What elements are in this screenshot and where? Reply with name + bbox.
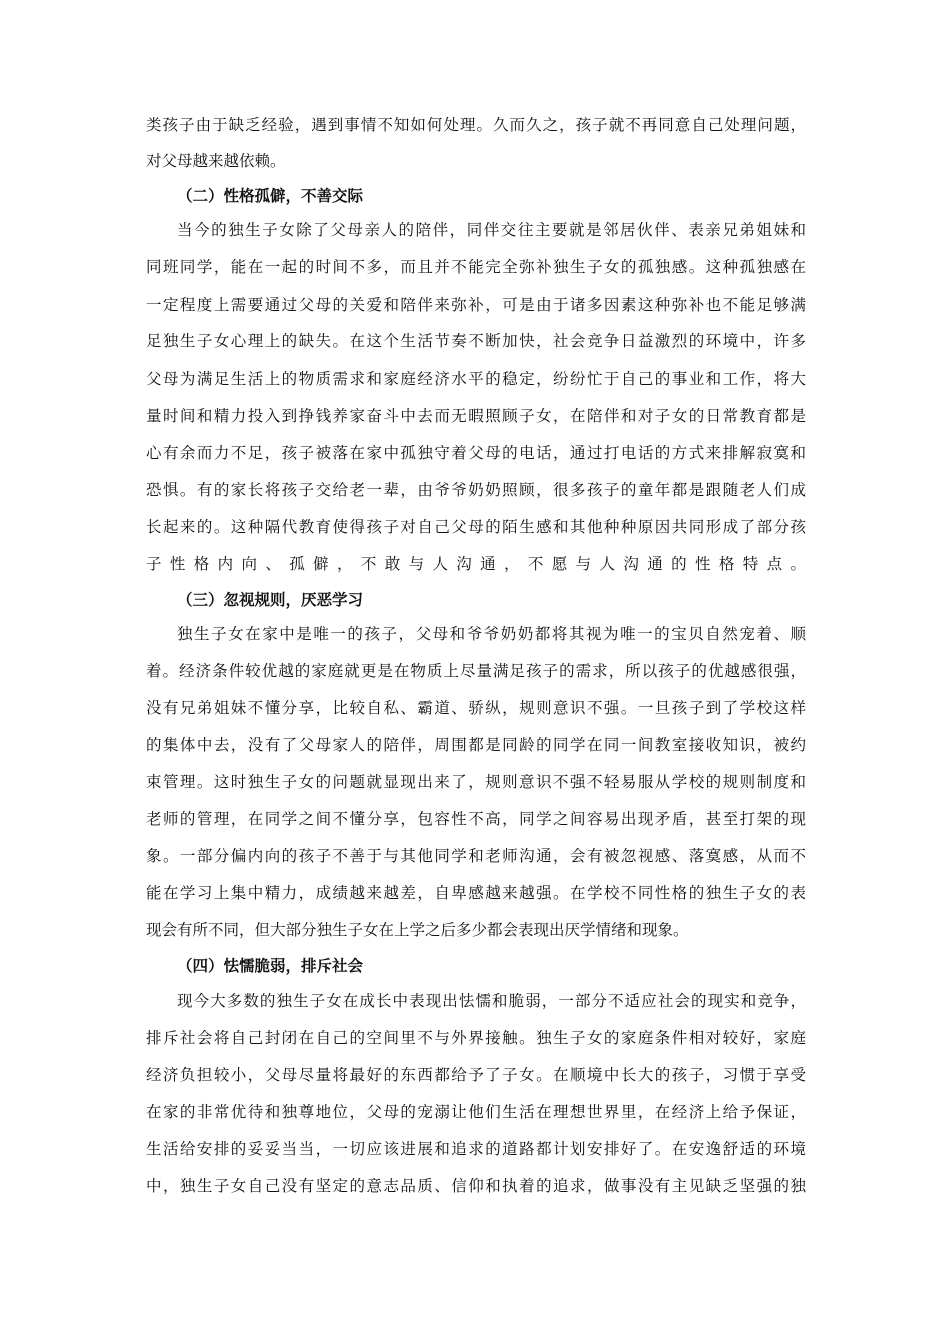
paragraph-line: 现会有所不同，但大部分独生子女在上学之后多少都会表现出厌学情绪和现象。 xyxy=(146,921,689,939)
paragraph-line: 象。一部分偏内向的孩子不善于与其他同学和老师沟通，会有被忽视感、落寞感，从而不 xyxy=(146,847,806,865)
paragraph-line: 足独生子女心理上的缺失。在这个生活节奏不断加快，社会竞争日益激烈的环境中，许多 xyxy=(146,332,806,350)
paragraph-line: 独生子女在家中是唯一的孩子，父母和爷爷奶奶都将其视为唯一的宝贝自然宠着、顺 xyxy=(177,625,806,643)
paragraph-line: 一定程度上需要通过父母的关爱和陪伴来弥补，可是由于诸多因素这种弥补也不能足够满 xyxy=(146,296,806,314)
paragraph-line: 现今大多数的独生子女在成长中表现出怯懦和脆弱，一部分不适应社会的现实和竞争， xyxy=(177,992,806,1010)
paragraph-line: 没有兄弟姐妹不懂分享，比较自私、霸道、骄纵，规则意识不强。一旦孩子到了学校这样 xyxy=(146,699,806,717)
paragraph-line: 排斥社会将自己封闭在自己的空间里不与外界接触。独生子女的家庭条件相对较好，家庭 xyxy=(146,1029,806,1047)
paragraph-line: 束管理。这时独生子女的问题就显现出来了，规则意识不强不轻易服从学校的规则制度和 xyxy=(146,773,806,791)
paragraph-line: 量时间和精力投入到挣钱养家奋斗中去而无暇照顾子女，在陪伴和对子女的日常教育都是 xyxy=(146,407,806,425)
paragraph-line: 子性格内向、孤僻，不敢与人沟通，不愿与人沟通的性格特点。 xyxy=(146,555,806,573)
section-heading-3: （三）忽视规则，厌恶学习 xyxy=(177,591,364,609)
paragraph-line: 着。经济条件较优越的家庭就更是在物质上尽量满足孩子的需求，所以孩子的优越感很强， xyxy=(146,662,806,680)
paragraph-line: 长起来的。这种隔代教育使得孩子对自己父母的陌生感和其他种种原因共同形成了部分孩 xyxy=(146,518,806,536)
paragraph-line: 恐惧。有的家长将孩子交给老一辈，由爷爷奶奶照顾，很多孩子的童年都是跟随老人们成 xyxy=(146,481,806,499)
paragraph-line: 当今的独生子女除了父母亲人的陪伴，同伴交往主要就是邻居伙伴、表亲兄弟姐妹和 xyxy=(177,221,806,239)
paragraph-line: 中，独生子女自己没有坚定的意志品质、信仰和执着的追求，做事没有主见缺乏坚强的独 xyxy=(146,1177,806,1195)
paragraph-line: 心有余而力不足，孩子被落在家中孤独守着父母的电话，通过打电话的方式来排解寂寞和 xyxy=(146,444,806,462)
paragraph-line: 的集体中去，没有了父母家人的陪伴，周围都是同龄的同学在同一间教室接收知识，被约 xyxy=(146,736,806,754)
section-heading-2: （二）性格孤僻，不善交际 xyxy=(177,187,364,205)
section-heading-4: （四）怯懦脆弱，排斥社会 xyxy=(177,957,364,975)
paragraph-line: 对父母越来越依赖。 xyxy=(146,152,286,170)
paragraph-line: 同班同学，能在一起的时间不多，而且并不能完全弥补独生子女的孤独感。这种孤独感在 xyxy=(146,258,806,276)
paragraph-line: 能在学习上集中精力，成绩越来越差，自卑感越来越强。在学校不同性格的独生子女的表 xyxy=(146,884,806,902)
paragraph-line: 经济负担较小，父母尽量将最好的东西都给予了子女。在顺境中长大的孩子，习惯于享受 xyxy=(146,1066,806,1084)
paragraph-line: 老师的管理，在同学之间不懂分享，包容性不高，同学之间容易出现矛盾，甚至打架的现 xyxy=(146,810,806,828)
paragraph-line: 类孩子由于缺乏经验，遇到事情不知如何处理。久而久之，孩子就不再同意自己处理问题， xyxy=(146,116,806,134)
paragraph-line: 父母为满足生活上的物质需求和家庭经济水平的稳定，纷纷忙于自己的事业和工作，将大 xyxy=(146,370,806,388)
paragraph-line: 生活给安排的妥妥当当，一切应该进展和追求的道路都计划安排好了。在安逸舒适的环境 xyxy=(146,1140,806,1158)
paragraph-line: 在家的非常优待和独尊地位，父母的宠溺让他们生活在理想世界里，在经济上给予保证， xyxy=(146,1103,806,1121)
